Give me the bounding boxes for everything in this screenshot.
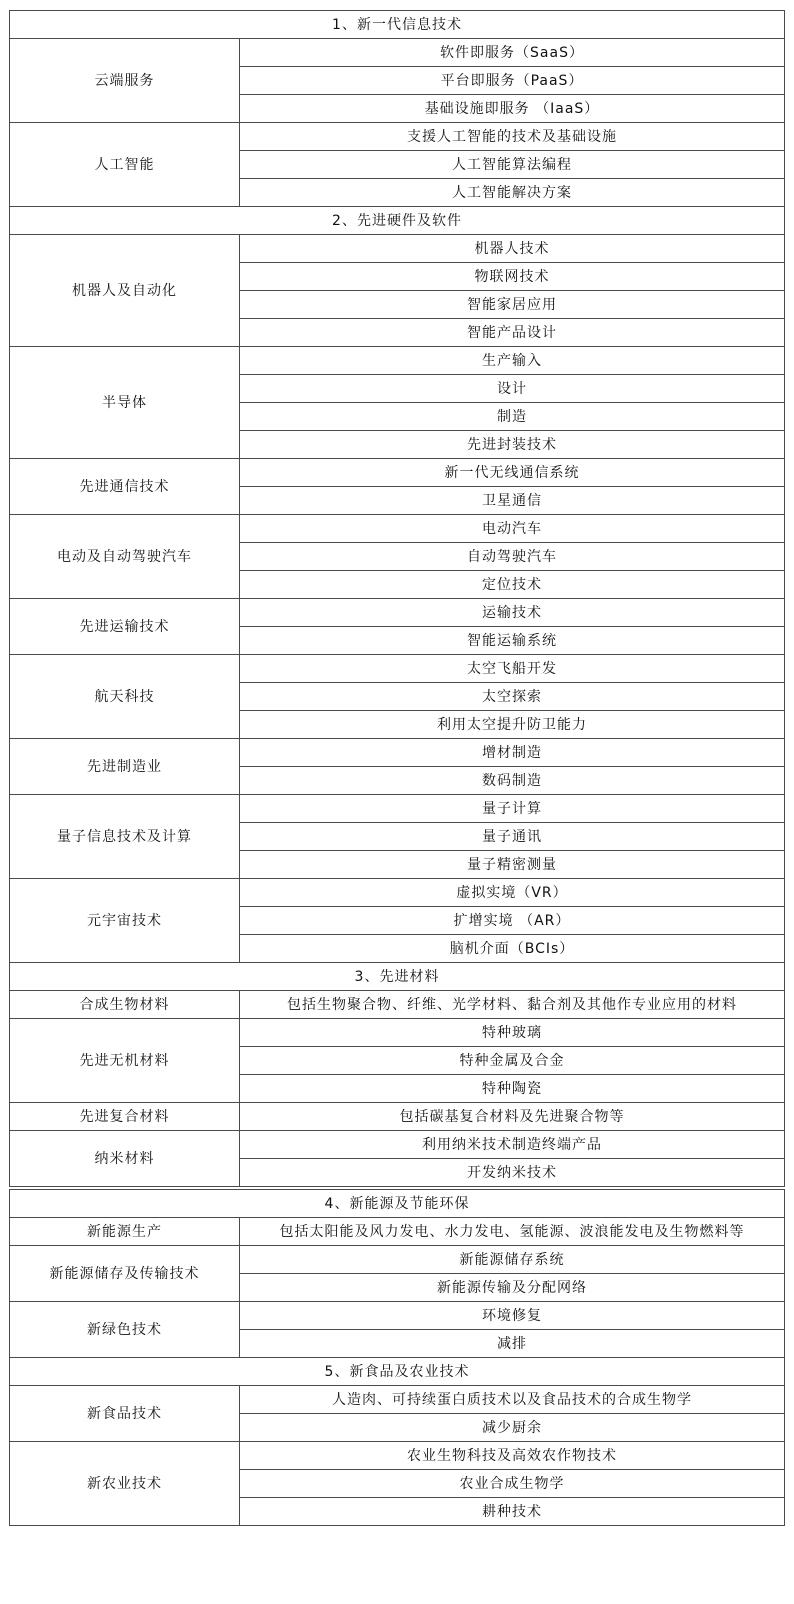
subcategory-item: 农业合成生物学 [240,1470,785,1498]
table-row [10,1386,785,1414]
table-row [10,795,785,823]
subcategory-item: 新一代无线通信系统 [240,459,785,487]
section-title: 1、新一代信息技术 [10,11,785,39]
category-name: 机器人及自动化 [10,235,240,347]
section-title: 3、先进材料 [10,963,785,991]
subcategory-item: 太空探索 [240,683,785,711]
table-row [10,879,785,907]
table-row [10,739,785,767]
category-name: 半导体 [10,347,240,459]
category-name: 先进复合材料 [10,1103,240,1131]
category-name: 云端服务 [10,39,240,123]
subcategory-item: 生产输入 [240,347,785,375]
subcategory-item: 定位技术 [240,571,785,599]
category-name: 新食品技术 [10,1386,240,1442]
subcategory-item: 脑机介面（BCIs） [240,935,785,963]
table-row [10,1442,785,1470]
subcategory-item: 耕种技术 [240,1498,785,1526]
section-header-row [10,1190,785,1218]
subcategory-item: 运输技术 [240,599,785,627]
subcategory-item: 量子通讯 [240,823,785,851]
subcategory-item: 农业生物科技及高效农作物技术 [240,1442,785,1470]
table-row [10,515,785,543]
subcategory-item: 新能源传输及分配网络 [240,1274,785,1302]
technology-category-table [9,1189,785,1526]
section-title: 5、新食品及农业技术 [10,1358,785,1386]
table-row [10,1246,785,1274]
subcategory-item: 电动汽车 [240,515,785,543]
subcategory-item: 自动驾驶汽车 [240,543,785,571]
subcategory-item: 新能源储存系统 [240,1246,785,1274]
subcategory-item: 特种金属及合金 [240,1047,785,1075]
subcategory-item: 支援人工智能的技术及基础设施 [240,123,785,151]
table-row [10,347,785,375]
section-header-row [10,963,785,991]
subcategory-item: 减排 [240,1330,785,1358]
subcategory-item: 物联网技术 [240,263,785,291]
section-title: 2、先进硬件及软件 [10,207,785,235]
subcategory-item: 基础设施即服务 （IaaS） [240,95,785,123]
subcategory-item: 特种陶瓷 [240,1075,785,1103]
section-title: 4、新能源及节能环保 [10,1190,785,1218]
subcategory-item: 量子精密测量 [240,851,785,879]
subcategory-item: 利用纳米技术制造终端产品 [240,1131,785,1159]
subcategory-item: 开发纳米技术 [240,1159,785,1187]
category-name: 合成生物材料 [10,991,240,1019]
subcategory-item: 环境修复 [240,1302,785,1330]
subcategory-item: 先进封装技术 [240,431,785,459]
subcategory-item: 增材制造 [240,739,785,767]
category-name: 航天科技 [10,655,240,739]
subcategory-item: 制造 [240,403,785,431]
category-name: 人工智能 [10,123,240,207]
category-name: 先进制造业 [10,739,240,795]
subcategory-item: 设计 [240,375,785,403]
category-name: 先进通信技术 [10,459,240,515]
category-name: 纳米材料 [10,1131,240,1187]
table-row [10,123,785,151]
table-row [10,599,785,627]
subcategory-item: 扩增实境 （AR） [240,907,785,935]
subcategory-item: 智能产品设计 [240,319,785,347]
subcategory-item: 智能运输系统 [240,627,785,655]
subcategory-item: 数码制造 [240,767,785,795]
section-header-row [10,11,785,39]
table-row [10,459,785,487]
subcategory-item: 虚拟实境（VR） [240,879,785,907]
table-row [10,655,785,683]
document-page [9,10,784,1526]
section-header-row [10,1358,785,1386]
table-row [10,1302,785,1330]
section-header-row [10,207,785,235]
technology-category-table [9,10,785,1187]
table-row [10,991,785,1019]
category-name: 量子信息技术及计算 [10,795,240,879]
category-name: 先进无机材料 [10,1019,240,1103]
table-row [10,1019,785,1047]
category-name: 新能源生产 [10,1218,240,1246]
table-row [10,39,785,67]
table-row [10,1218,785,1246]
subcategory-item: 减少厨余 [240,1414,785,1442]
subcategory-item: 包括生物聚合物、纤维、光学材料、黏合剂及其他作专业应用的材料 [240,991,785,1019]
subcategory-item: 包括太阳能及风力发电、水力发电、氢能源、波浪能发电及生物燃料等 [240,1218,785,1246]
category-name: 新能源储存及传输技术 [10,1246,240,1302]
subcategory-item: 量子计算 [240,795,785,823]
subcategory-item: 机器人技术 [240,235,785,263]
subcategory-item: 人工智能算法编程 [240,151,785,179]
category-name: 先进运输技术 [10,599,240,655]
subcategory-item: 平台即服务（PaaS） [240,67,785,95]
category-name: 新农业技术 [10,1442,240,1526]
table-row [10,1131,785,1159]
subcategory-item: 智能家居应用 [240,291,785,319]
subcategory-item: 卫星通信 [240,487,785,515]
table-row [10,235,785,263]
category-name: 元宇宙技术 [10,879,240,963]
category-name: 电动及自动驾驶汽车 [10,515,240,599]
subcategory-item: 软件即服务（SaaS） [240,39,785,67]
subcategory-item: 利用太空提升防卫能力 [240,711,785,739]
subcategory-item: 太空飞船开发 [240,655,785,683]
table-row [10,1103,785,1131]
category-name: 新绿色技术 [10,1302,240,1358]
subcategory-item: 特种玻璃 [240,1019,785,1047]
subcategory-item: 人工智能解决方案 [240,179,785,207]
subcategory-item: 人造肉、可持续蛋白质技术以及食品技术的合成生物学 [240,1386,785,1414]
subcategory-item: 包括碳基复合材料及先进聚合物等 [240,1103,785,1131]
